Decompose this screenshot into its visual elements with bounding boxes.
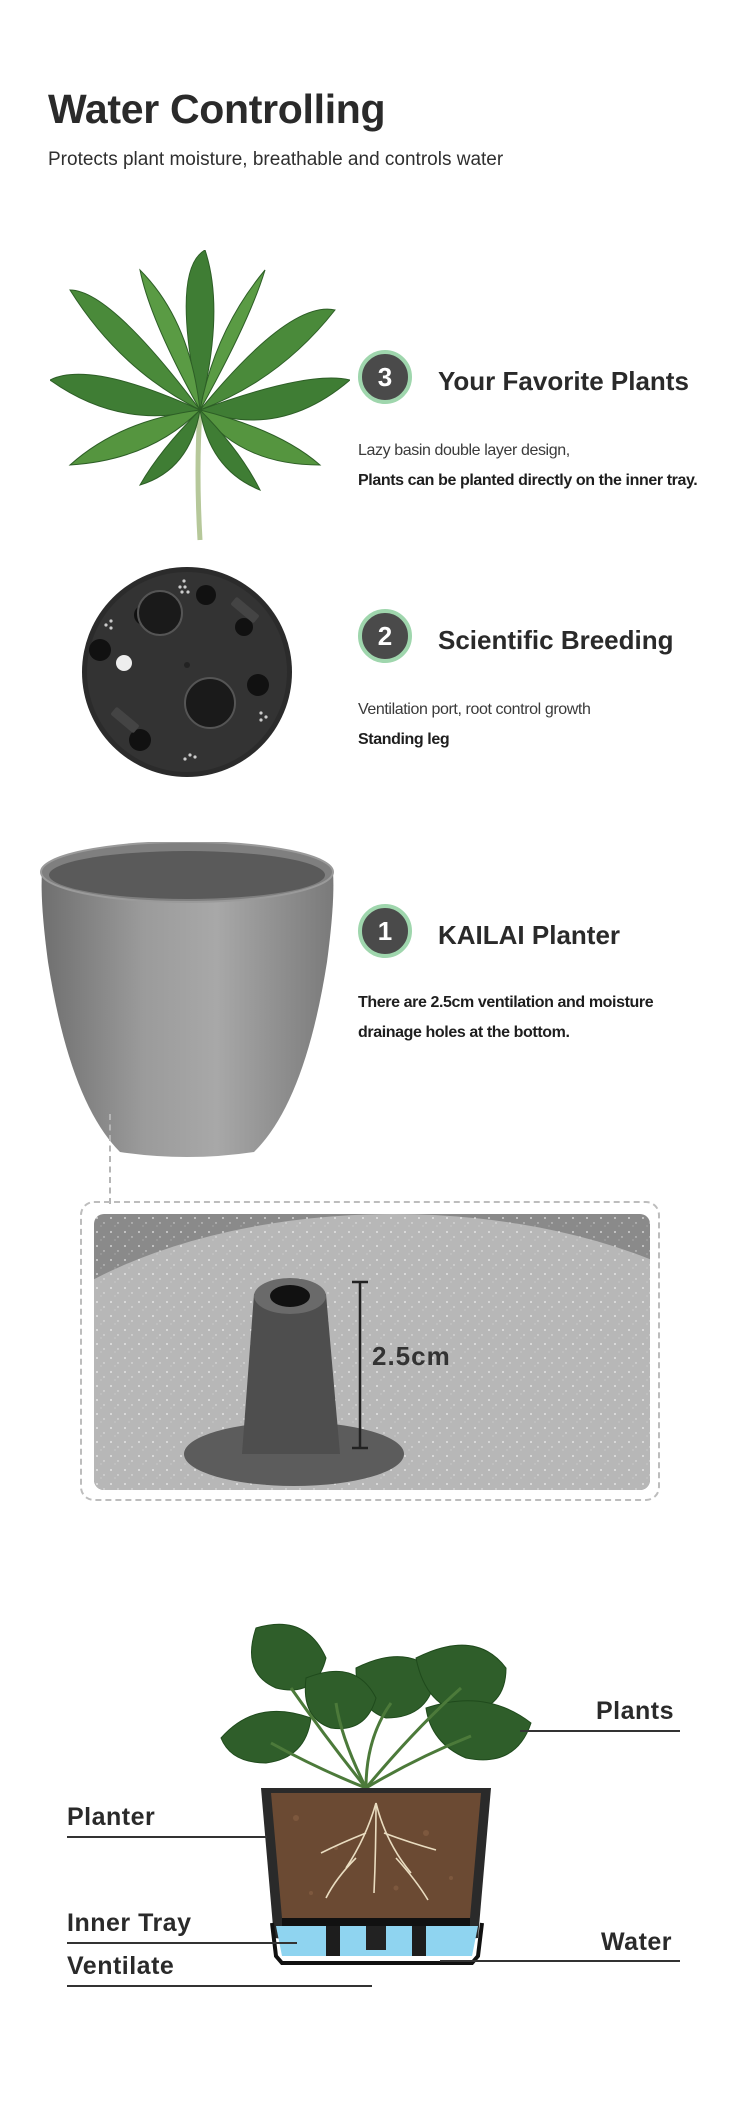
planter-cross-section-image bbox=[216, 1618, 536, 1978]
step-1-description-line2: drainage holes at the bottom. bbox=[358, 1024, 570, 1041]
step-badge-2: 2 bbox=[358, 609, 412, 663]
label-plants: Plants bbox=[596, 1697, 675, 1725]
leader-line-inner-tray bbox=[67, 1942, 297, 1944]
step-title-1: KAILAI Planter bbox=[438, 920, 621, 950]
leader-line-plants bbox=[520, 1730, 680, 1732]
step-badge-3: 3 bbox=[358, 350, 412, 404]
leader-line-water bbox=[440, 1960, 680, 1962]
label-inner-tray: Inner Tray bbox=[67, 1909, 192, 1937]
label-planter: Planter bbox=[67, 1803, 156, 1831]
planter-image bbox=[40, 842, 335, 1162]
step-badge-1: 1 bbox=[358, 904, 412, 958]
step-title-3: Your Favorite Plants bbox=[438, 366, 689, 396]
step-1-description-line1: There are 2.5cm ventilation and moisture bbox=[358, 994, 654, 1011]
leader-line-planter bbox=[67, 1836, 267, 1838]
step-2-description-line1: Ventilation port, root control growth bbox=[358, 701, 591, 718]
page-title: Water Controlling bbox=[48, 86, 386, 132]
dimension-label: 2.5cm bbox=[372, 1341, 451, 1371]
step-2-description-line2: Standing leg bbox=[358, 731, 450, 748]
page-subtitle: Protects plant moisture, breathable and controls water bbox=[48, 149, 504, 170]
step-3-description-line2: Plants can be planted directly on the inner tray. bbox=[358, 472, 698, 489]
step-title-2: Scientific Breeding bbox=[438, 625, 674, 655]
inner-tray-image bbox=[80, 565, 294, 779]
label-ventilate: Ventilate bbox=[67, 1952, 175, 1980]
label-water: Water bbox=[601, 1928, 673, 1956]
dashed-connector bbox=[109, 1114, 111, 1204]
leader-line-ventilate bbox=[67, 1985, 372, 1987]
plant-cutting-image bbox=[50, 250, 350, 550]
step-3-description-line1: Lazy basin double layer design, bbox=[358, 442, 570, 459]
